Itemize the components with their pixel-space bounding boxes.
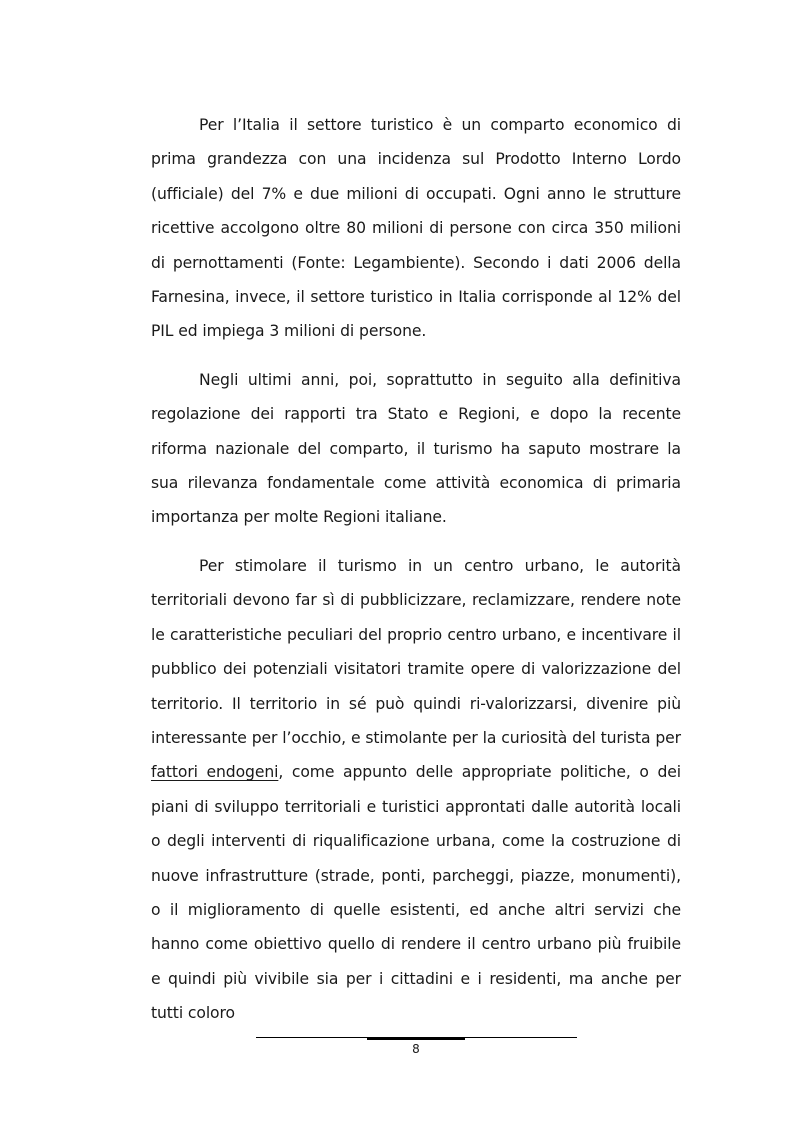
paragraph-3-part-2: , come appunto delle appropriate politiche, o dei piani di sviluppo territoriali e turistici approntati dalle autorità locali o degli interventi di riqualificazione urbana, come la costruzione di nuove infrastrutture (strade, ponti, parcheggi, piazze, monumenti), o il miglioramento di quelle esistenti, ed anche altri servizi che hanno come obiettivo quello di rendere il centro urbano più fruibile e quindi più vivibile sia per i cittadini e i residenti, ma anche per tutti coloro (151, 763, 682, 1023)
paragraph-1: Per l’Italia il settore turistico è un comparto economico di prima grandezza con una incidenza sul Prodotto Interno Lordo (ufficiale) del 7% e due milioni di occupati. Ogni anno le strutture ricettive accolgono oltre 80 milioni di persone con circa 350 milioni di pernottamenti (Fonte: Legambiente). Secondo i dati 2006 della Farnesina, invece, il settore turistico in Italia corrisponde al 12% del PIL ed impiega 3 milioni di persone. (151, 116, 681, 341)
paragraph-3 (151, 549, 681, 1031)
body-text (151, 108, 681, 1031)
paragraph-2: Negli ultimi anni, poi, soprattutto in seguito alla definitiva regolazione dei rapporti tra Stato e Regioni, e dopo la recente riforma nazionale del comparto, il turismo ha saputo mostrare la sua rilevanza fondamentale come attività economica di primaria importanza per molte Regioni italiane. (151, 370, 681, 527)
paragraph-3-part-1: Per stimolare il turismo in un centro urbano, le autorità territoriali devono far sì di pubblicizzare, reclamizzare, rendere note le caratteristiche peculiari del proprio centro urbano, e incentivare il pubblico dei potenziali visitatori tramite opere di valorizzazione del territorio. Il territorio in sé può quindi ri-valorizzarsi, divenire più interessante per l’occhio, e stimolante per la curiosità del turista per (151, 556, 681, 747)
underlined-term: fattori endogeni (151, 763, 279, 782)
page-number: 8 (412, 1042, 420, 1056)
